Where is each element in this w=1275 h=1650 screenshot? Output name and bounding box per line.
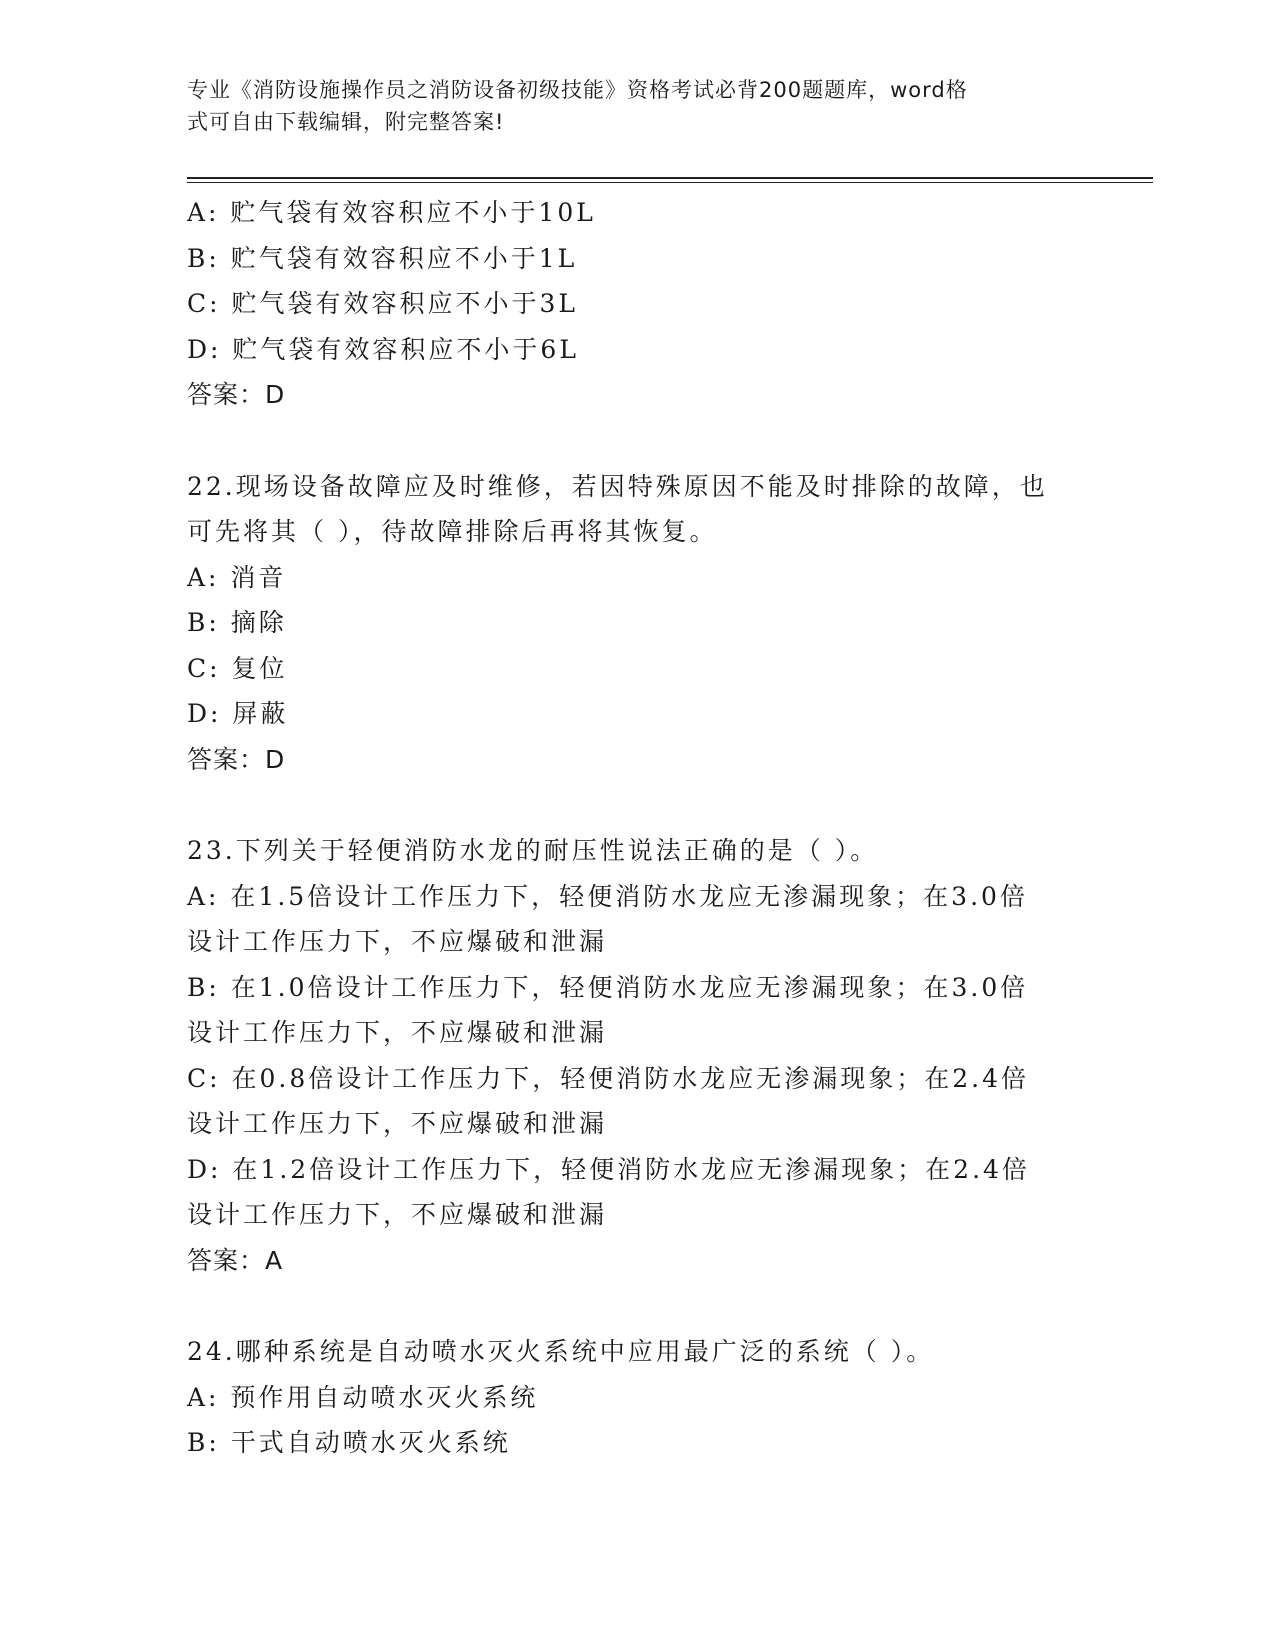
document-content: [187, 190, 1087, 1466]
question-24: [187, 1329, 1087, 1466]
question-stem: 23.下列关于轻便消防水龙的耐压性说法正确的是（ ）。: [187, 836, 879, 865]
question-23: [187, 828, 1087, 1283]
answer: 答案：A: [187, 1245, 284, 1275]
option-b: B: 贮气袋有效容积应不小于1L: [187, 243, 578, 273]
option-a-line-1: A: 在1.5倍设计工作压力下，轻便消防水龙应无渗漏现象；在3.0倍: [187, 881, 1028, 911]
header-rule-thin: [187, 182, 1153, 183]
option-b: B: 摘除: [187, 608, 287, 637]
option-b-line-1: B: 在1.0倍设计工作压力下，轻便消防水龙应无渗漏现象；在3.0倍: [187, 972, 1029, 1002]
spacer: [187, 782, 1087, 828]
option-b: B: 干式自动喷水灭火系统: [187, 1428, 511, 1457]
question-21: [187, 190, 1087, 418]
header-line-1: 专业《消防设施操作员之消防设备初级技能》资格考试必背200题题库，word格: [187, 78, 968, 102]
option-c-line-2: 设计工作压力下，不应爆破和泄漏: [187, 1109, 608, 1138]
option-d-line-2: 设计工作压力下，不应爆破和泄漏: [187, 1200, 608, 1229]
question-stem-line-2: 可先将其（ ），待故障排除后再将其恢复。: [187, 517, 718, 546]
option-a-line-2: 设计工作压力下，不应爆破和泄漏: [187, 927, 608, 956]
option-a: A: 贮气袋有效容积应不小于10L: [187, 198, 596, 227]
option-c: C: 复位: [187, 653, 288, 683]
question-22: [187, 464, 1087, 783]
document-header: [187, 74, 1067, 138]
option-d: D: 屏蔽: [187, 699, 289, 728]
question-stem-line-1: 22.现场设备故障应及时维修，若因特殊原因不能及时排除的故障，也: [187, 471, 1048, 501]
header-line-2: 式可自由下载编辑，附完整答案!: [187, 110, 505, 134]
option-c: C: 贮气袋有效容积应不小于3L: [187, 289, 579, 318]
answer: 答案：D: [187, 744, 286, 774]
spacer: [187, 1283, 1087, 1329]
option-a: A: 消音: [187, 562, 287, 592]
spacer: [187, 418, 1087, 464]
header-rule-thick: [187, 177, 1153, 179]
option-b-line-2: 设计工作压力下，不应爆破和泄漏: [187, 1018, 608, 1047]
option-d: D: 贮气袋有效容积应不小于6L: [187, 334, 579, 364]
option-a: A: 预作用自动喷水灭火系统: [187, 1382, 539, 1412]
question-stem: 24.哪种系统是自动喷水灭火系统中应用最广泛的系统（ ）。: [187, 1337, 935, 1366]
option-d-line-1: D: 在1.2倍设计工作压力下，轻便消防水龙应无渗漏现象；在2.4倍: [187, 1154, 1030, 1184]
option-c-line-1: C: 在0.8倍设计工作压力下，轻便消防水龙应无渗漏现象；在2.4倍: [187, 1063, 1030, 1093]
answer: 答案：D: [187, 380, 286, 409]
